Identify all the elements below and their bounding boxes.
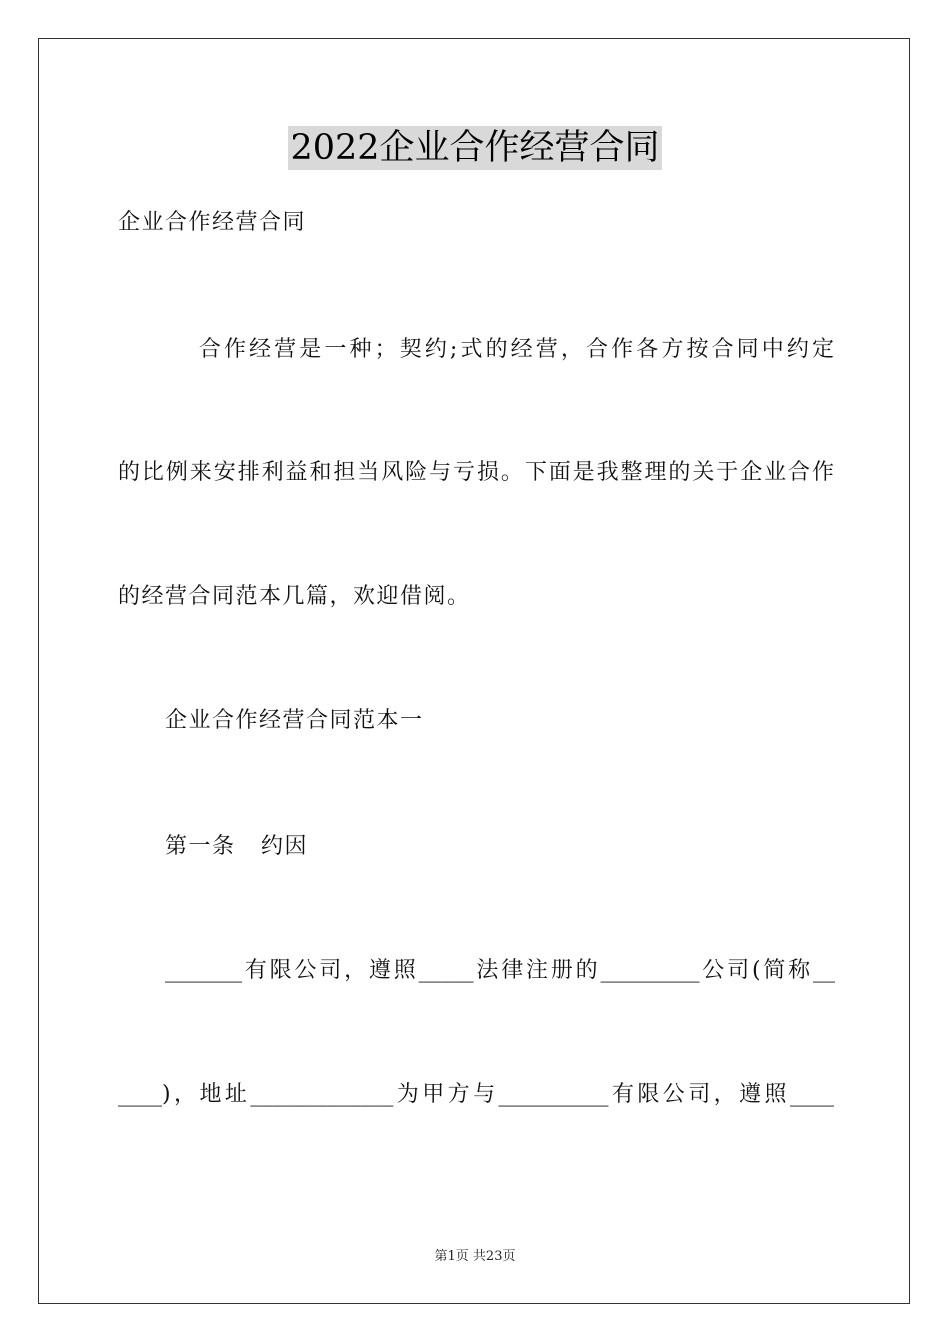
paragraph-intro-line-2: 的比例来安排利益和担当风险与亏损。下面是我整理的关于企业合作 — [118, 460, 834, 485]
page-footer: 第1页 共23页 — [434, 1249, 516, 1264]
paragraph-intro-line-3: 的经营合同范本几篇，欢迎借阅。 — [118, 584, 471, 609]
contract-body-line-1: _______有限公司，遵照_____法律注册的_________公司(简称__ — [165, 958, 835, 983]
section-title: 企业合作经营合同范本一 — [165, 708, 424, 733]
title-container — [0, 126, 950, 170]
paragraph-intro-line-1: 合作经营是一种；契约;式的经营，合作各方按合同中约定 — [118, 337, 834, 362]
document-title: 2022企业合作经营合同 — [290, 128, 660, 168]
paragraph-heading: 企业合作经营合同 — [118, 210, 307, 235]
contract-body-line-2: ____)，地址_____________为甲方与__________有限公司，遵照____ — [118, 1082, 834, 1107]
article-title: 第一条 约因 — [165, 834, 308, 859]
